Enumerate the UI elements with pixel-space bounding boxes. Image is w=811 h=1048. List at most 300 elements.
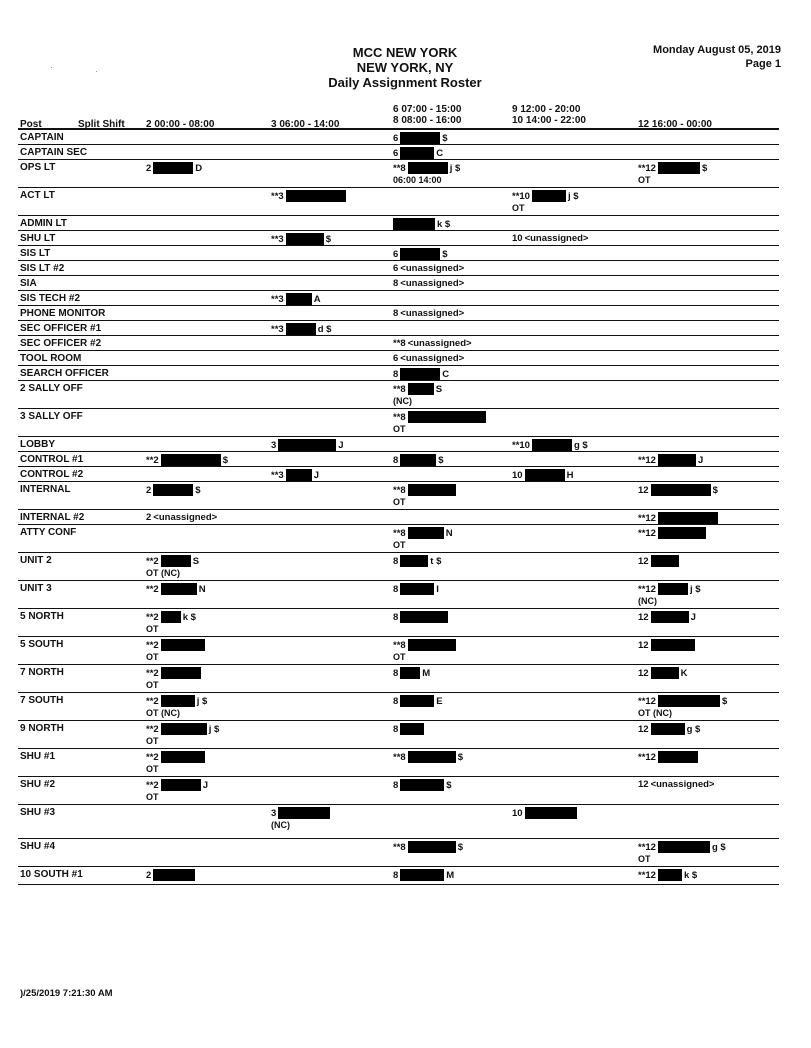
roster-row [18, 452, 779, 467]
shift-cell [393, 869, 454, 881]
roster-row [18, 482, 779, 510]
cell-suffix: <unassigned> [650, 779, 715, 790]
shift-code: **2 [146, 751, 159, 763]
shift-code: **2 [146, 583, 159, 595]
cell-line [638, 454, 703, 466]
roster-row [18, 553, 779, 581]
redaction-box [651, 667, 679, 679]
roster-row [18, 805, 779, 839]
cell-line [393, 147, 443, 159]
shift-cell [393, 841, 463, 853]
cell-line [393, 338, 472, 349]
cell-suffix: t $ [430, 555, 442, 567]
redaction-box [408, 527, 444, 539]
redaction-box [658, 527, 706, 539]
shift-cell [393, 278, 464, 289]
shift-code: 3 [271, 439, 277, 451]
redaction-box [408, 383, 434, 395]
redaction-box [161, 454, 221, 466]
cell-line [512, 190, 579, 202]
shift-code: 8 [393, 869, 399, 881]
cell-suffix: $ [446, 779, 452, 791]
redaction-box [525, 469, 565, 481]
shift-code: 12 [638, 611, 649, 623]
redaction-box [525, 807, 577, 819]
cell-suffix: j $ [208, 723, 220, 735]
roster-row [18, 188, 779, 216]
redaction-box [400, 368, 440, 380]
redaction-box [658, 869, 682, 881]
cell-line [271, 190, 346, 202]
shift-code: 12 [638, 639, 649, 651]
shift-cell [393, 779, 452, 791]
cell-line [393, 278, 464, 289]
shift-cell [512, 190, 579, 214]
cell-line [271, 323, 331, 335]
page-number: Page 1 [745, 58, 781, 70]
roster-row [18, 721, 779, 749]
report-date: Monday August 05, 2019 [653, 44, 781, 56]
cell-note: (NC) [271, 820, 290, 830]
post-name: LOBBY [20, 439, 55, 450]
cell-line [146, 611, 196, 623]
redaction-box [278, 807, 330, 819]
redaction-box [153, 484, 193, 496]
cell-line [393, 132, 448, 144]
shift-cell [393, 411, 486, 435]
shift-cell [271, 807, 330, 831]
shift-code: 6 [393, 263, 399, 274]
col-header-shift-6: 6 07:00 - 15:00 [393, 104, 462, 115]
cell-line [146, 667, 201, 679]
cell-note: OT [512, 203, 525, 213]
cell-suffix: $ [222, 454, 228, 466]
shift-code: 12 [638, 555, 649, 567]
cell-line [393, 383, 442, 395]
cell-suffix: $ [442, 248, 448, 260]
redaction-box [400, 611, 448, 623]
roster-row [18, 231, 779, 246]
redaction-box [651, 484, 711, 496]
cell-suffix: J [313, 469, 319, 481]
post-name: SEC OFFICER #2 [20, 338, 102, 349]
redaction-box [408, 411, 486, 423]
cell-suffix: $ [457, 751, 463, 763]
cell-line [393, 639, 456, 651]
shift-code: **10 [512, 439, 530, 451]
shift-code: **3 [271, 233, 284, 245]
shift-cell [393, 723, 424, 735]
shift-cell [638, 555, 679, 567]
cell-suffix: H [566, 469, 574, 481]
redaction-box [651, 723, 685, 735]
shift-cell [146, 512, 217, 523]
shift-code: 6 [393, 353, 399, 364]
cell-line [393, 779, 452, 791]
cell-suffix: $ [442, 132, 448, 144]
cell-line [638, 512, 718, 524]
shift-code: **12 [638, 512, 656, 524]
shift-code: **8 [393, 841, 406, 853]
shift-code: 8 [393, 278, 399, 289]
shift-code: 12 [638, 667, 649, 679]
post-name: PHONE MONITOR [20, 308, 106, 319]
shift-cell [146, 667, 201, 691]
cell-line [638, 583, 701, 595]
shift-cell [146, 869, 195, 881]
cell-line [271, 233, 331, 245]
shift-cell [271, 293, 321, 305]
shift-cell [393, 583, 439, 595]
cell-suffix: M [422, 667, 431, 679]
shift-code: 3 [271, 807, 277, 819]
shift-cell [146, 779, 208, 803]
shift-cell [393, 218, 450, 230]
shift-cell [146, 583, 206, 595]
cell-note: OT [393, 497, 406, 507]
cell-note: (NC) [393, 396, 412, 406]
shift-code: 8 [393, 779, 399, 791]
cell-line [638, 484, 718, 496]
cell-line [146, 484, 201, 496]
cell-line [146, 779, 208, 791]
post-name: ADMIN LT [20, 218, 68, 229]
cell-suffix: $ [325, 233, 331, 245]
roster-row [18, 839, 779, 867]
post-name: SHU LT [20, 233, 56, 244]
roster-row [18, 437, 779, 452]
cell-line [512, 233, 588, 244]
roster-row [18, 693, 779, 721]
cell-note: OT [146, 624, 159, 634]
shift-code: 6 [393, 147, 399, 159]
redaction-box [408, 639, 456, 651]
shift-code: **10 [512, 190, 530, 202]
redaction-box [400, 667, 420, 679]
post-name: SIS LT #2 [20, 263, 65, 274]
redaction-box [286, 293, 312, 305]
shift-cell [393, 454, 444, 466]
redaction-box [651, 639, 695, 651]
cell-suffix: S [435, 383, 443, 395]
cell-line [146, 162, 202, 174]
roster-row [18, 867, 779, 885]
shift-cell [638, 454, 703, 466]
cell-note: OT [146, 764, 159, 774]
cell-line [393, 368, 449, 380]
cell-suffix: M [446, 869, 455, 881]
cell-line [271, 807, 330, 819]
col-header-shift-9: 9 12:00 - 20:00 [512, 104, 581, 115]
shift-code: **2 [146, 454, 159, 466]
post-name: SHU #2 [20, 779, 56, 790]
post-name: SHU #1 [20, 751, 56, 762]
cell-line [146, 639, 205, 651]
redaction-box [400, 555, 428, 567]
redaction-box [408, 484, 456, 496]
cell-line [638, 555, 679, 567]
redaction-box [651, 611, 689, 623]
post-name: CONTROL #2 [20, 469, 84, 480]
post-name: SHU #4 [20, 841, 56, 852]
cell-line [638, 611, 696, 623]
shift-code: **12 [638, 751, 656, 763]
cell-line [638, 723, 700, 735]
shift-cell [638, 779, 714, 790]
col-header-shift-6-8 [393, 104, 461, 126]
roster-row [18, 665, 779, 693]
post-name: TOOL ROOM [20, 353, 82, 364]
cell-suffix: j $ [449, 162, 461, 174]
shift-cell [638, 869, 697, 881]
post-name: 5 SOUTH [20, 639, 64, 650]
shift-cell [512, 233, 588, 244]
shift-cell [393, 248, 448, 260]
shift-cell [638, 639, 695, 651]
cell-suffix: J [202, 779, 208, 791]
redaction-box [400, 248, 440, 260]
shift-code: **2 [146, 611, 159, 623]
shift-code: 12 [638, 779, 649, 790]
shift-cell [638, 667, 687, 679]
post-name: INTERNAL [20, 484, 71, 495]
roster-row [18, 510, 779, 525]
cell-line [393, 723, 424, 735]
post-name: 3 SALLY OFF [20, 411, 83, 422]
redaction-box [651, 555, 679, 567]
shift-cell [393, 263, 464, 274]
redaction-box [278, 439, 336, 451]
cell-line [146, 512, 217, 523]
cell-line [393, 218, 450, 230]
col-header-shift-10: 10 14:00 - 22:00 [512, 115, 586, 126]
cell-line [393, 611, 448, 623]
shift-cell [146, 695, 207, 719]
cell-suffix: g $ [686, 723, 701, 735]
shift-code: **12 [638, 869, 656, 881]
facility-location: NEW YORK, NY [356, 60, 454, 75]
shift-code: **2 [146, 695, 159, 707]
roster-row [18, 581, 779, 609]
col-header-split-shift: Split Shift [78, 119, 125, 130]
shift-cell [638, 583, 701, 607]
cell-note: OT [146, 736, 159, 746]
shift-cell [393, 639, 456, 663]
post-name: UNIT 2 [20, 555, 52, 566]
cell-line [271, 439, 344, 451]
post-name: 9 NORTH [20, 723, 64, 734]
shift-code: 8 [393, 308, 399, 319]
shift-code: **2 [146, 639, 159, 651]
col-header-shift-12: 12 16:00 - 00:00 [638, 119, 712, 130]
shift-cell [146, 484, 201, 496]
shift-cell [393, 611, 448, 623]
cell-suffix: <unassigned> [524, 233, 589, 244]
cell-note: OT [393, 652, 406, 662]
shift-cell [146, 639, 205, 663]
post-name: SIS LT [20, 248, 51, 259]
cell-suffix: <unassigned> [400, 278, 465, 289]
shift-cell [393, 368, 449, 380]
cell-line [638, 841, 726, 853]
shift-cell [146, 723, 219, 747]
cell-suffix: $ [701, 162, 708, 174]
cell-line [638, 527, 706, 539]
redaction-box [393, 218, 435, 230]
cell-note: OT [146, 792, 159, 802]
cell-suffix: N [445, 527, 453, 539]
shift-code: 8 [393, 723, 399, 735]
cell-line [393, 353, 464, 364]
post-name: INTERNAL #2 [20, 512, 85, 523]
shift-code: 8 [393, 555, 399, 567]
shift-code: **8 [393, 338, 406, 349]
shift-code: 8 [393, 583, 399, 595]
cell-line [512, 807, 577, 819]
shift-code: 2 [146, 484, 152, 496]
shift-code: 12 [638, 723, 649, 735]
post-name: ACT LT [20, 190, 55, 201]
shift-cell [146, 555, 199, 579]
post-name: SEC OFFICER #1 [20, 323, 102, 334]
roster-row [18, 160, 779, 188]
roster-row [18, 609, 779, 637]
shift-cell [146, 162, 202, 174]
cell-note: (NC) [638, 596, 657, 606]
roster-table [0, 130, 811, 885]
cell-line [638, 162, 707, 174]
cell-line [146, 723, 219, 735]
shift-code: **8 [393, 527, 406, 539]
redaction-box [658, 695, 720, 707]
cell-note: OT [638, 854, 651, 864]
redaction-box [161, 667, 201, 679]
shift-code: 2 [146, 512, 152, 523]
cell-note: OT [393, 424, 406, 434]
shift-cell [393, 484, 456, 508]
report-title: Daily Assignment Roster [328, 75, 482, 90]
shift-code: **8 [393, 162, 406, 174]
post-name: SHU #3 [20, 807, 56, 818]
roster-row [18, 749, 779, 777]
shift-code: **12 [638, 527, 656, 539]
cell-line [638, 779, 714, 790]
cell-line [146, 583, 206, 595]
cell-line [146, 454, 228, 466]
shift-code: **12 [638, 162, 656, 174]
shift-cell [638, 723, 700, 735]
cell-line [393, 411, 486, 423]
shift-cell [271, 233, 331, 245]
cell-line [393, 695, 443, 707]
cell-line [638, 751, 698, 763]
shift-cell [393, 667, 430, 679]
redaction-box [658, 841, 710, 853]
col-header-shift-2: 2 00:00 - 08:00 [146, 119, 215, 130]
cell-suffix: <unassigned> [400, 263, 465, 274]
cell-suffix: S [192, 555, 200, 567]
cell-suffix: <unassigned> [400, 353, 465, 364]
cell-line [393, 308, 464, 319]
shift-cell [393, 338, 472, 349]
cell-suffix: J [338, 439, 344, 451]
post-name: 5 NORTH [20, 611, 64, 622]
shift-cell [146, 751, 205, 775]
cell-suffix: d $ [317, 323, 332, 335]
shift-cell [638, 751, 698, 763]
cell-line [512, 469, 573, 481]
cell-line [393, 555, 441, 567]
cell-line [393, 527, 453, 539]
shift-cell [638, 611, 696, 623]
redaction-box [400, 583, 434, 595]
shift-cell [271, 323, 331, 335]
cell-line [146, 751, 205, 763]
redaction-box [658, 162, 700, 174]
cell-note: OT [146, 652, 159, 662]
redaction-box [161, 751, 205, 763]
redaction-box [286, 323, 316, 335]
shift-code: **3 [271, 469, 284, 481]
redaction-box [400, 147, 434, 159]
redaction-box [658, 512, 718, 524]
post-name: SEARCH OFFICER [20, 368, 109, 379]
shift-code: 8 [393, 368, 399, 380]
redaction-box [532, 190, 566, 202]
shift-cell [638, 841, 726, 865]
shift-code: 2 [146, 869, 152, 881]
cell-suffix: k $ [437, 218, 451, 230]
shift-cell [393, 383, 442, 407]
redaction-box [161, 779, 201, 791]
redaction-box [658, 583, 688, 595]
roster-row [18, 276, 779, 291]
shift-cell [638, 512, 718, 524]
shift-code: 6 [393, 248, 399, 260]
cell-suffix: $ [438, 454, 444, 466]
shift-cell [393, 147, 443, 159]
cell-suffix: g $ [711, 841, 726, 853]
cell-note: 06:00 14:00 [393, 175, 442, 185]
shift-code: **3 [271, 293, 284, 305]
shift-code: **3 [271, 323, 284, 335]
cell-line [146, 555, 199, 567]
shift-code: 10 [512, 233, 523, 244]
shift-cell [512, 439, 588, 451]
shift-code: **8 [393, 484, 406, 496]
shift-code: 8 [393, 611, 399, 623]
roster-row [18, 216, 779, 231]
redaction-box [161, 695, 195, 707]
cell-suffix: K [680, 667, 688, 679]
post-name: CAPTAIN SEC [20, 147, 88, 158]
cell-line [393, 162, 460, 174]
roster-row [18, 145, 779, 160]
cell-note: OT (NC) [146, 708, 180, 718]
cell-suffix: $ [195, 484, 201, 496]
shift-cell [393, 527, 453, 551]
shift-code: **8 [393, 383, 406, 395]
shift-code: **12 [638, 695, 656, 707]
shift-code: **2 [146, 667, 159, 679]
roster-row [18, 246, 779, 261]
redaction-box [161, 555, 191, 567]
cell-suffix: $ [712, 484, 718, 496]
redaction-box [161, 639, 205, 651]
cell-line [146, 869, 195, 881]
cell-line [393, 484, 456, 496]
post-name: 7 SOUTH [20, 695, 64, 706]
